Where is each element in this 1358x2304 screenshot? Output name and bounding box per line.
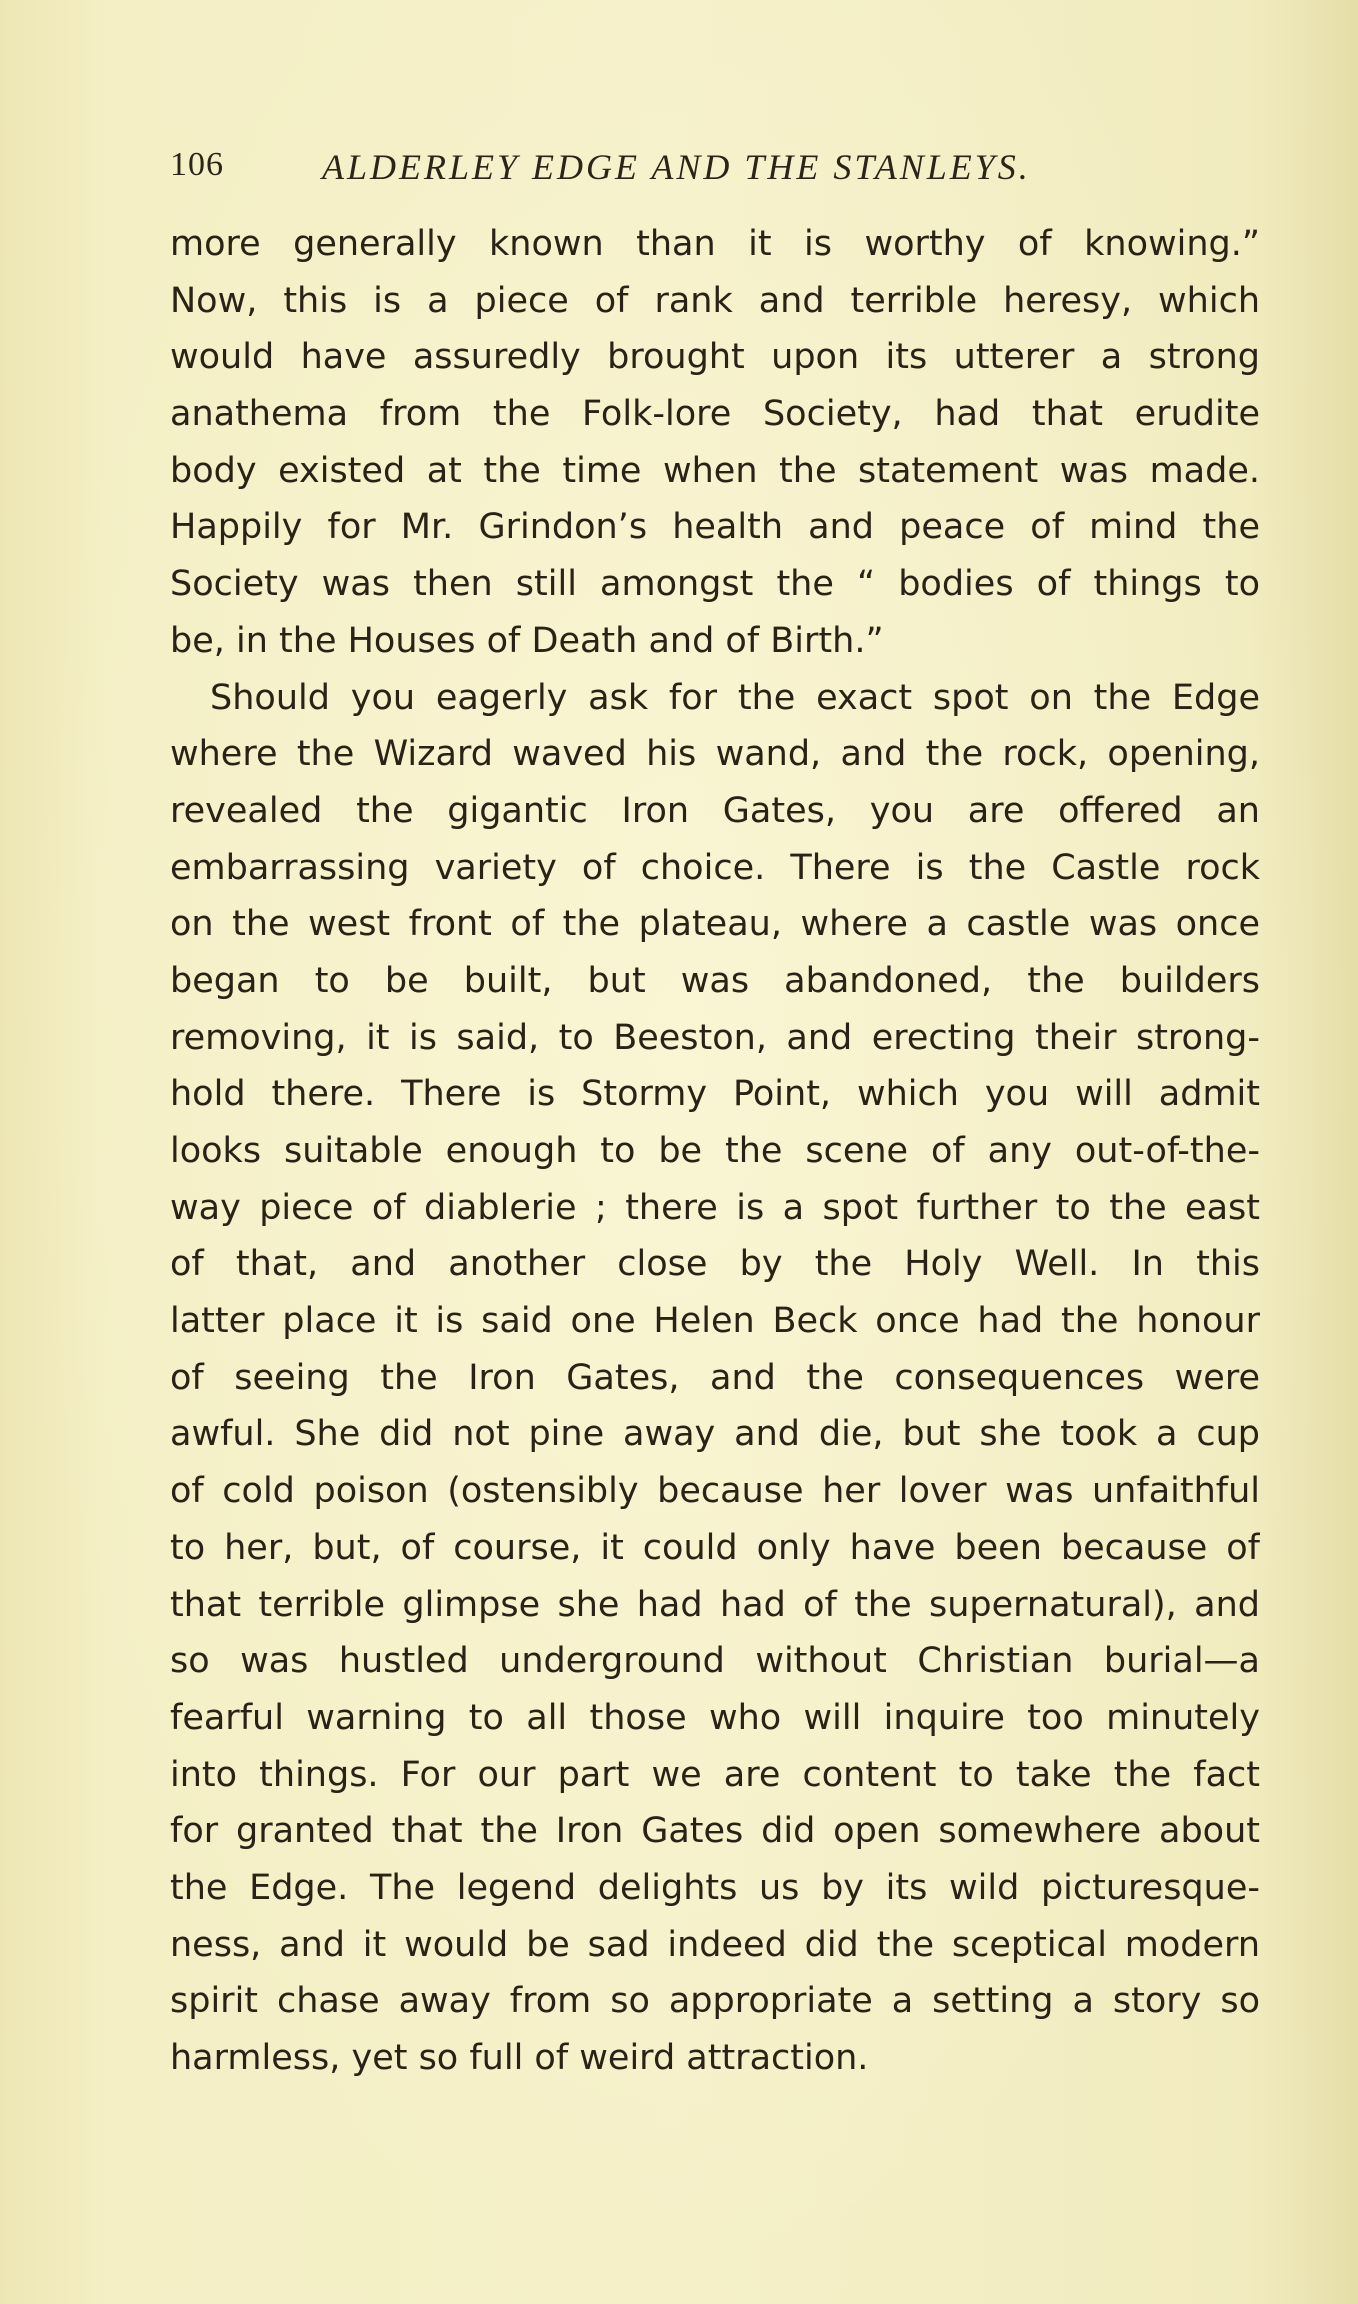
page-number: 106: [170, 146, 224, 183]
text-line: of seeing the Iron Gates, and the consequences were: [170, 1357, 1260, 1398]
text-line: so was hustled underground without Christian burial—a: [170, 1641, 1260, 1682]
text-line: anathema from the Folk-lore Society, had that erudite: [170, 394, 1260, 435]
text-line: for granted that the Iron Gates did open somewhere about: [170, 1811, 1260, 1852]
text-line: more generally known than it is worthy of knowing.”: [170, 224, 1260, 264]
text-line: fearful warning to all those who will inquire too minutely: [170, 1697, 1260, 1738]
text-line: Society was then still amongst the “ bodies of things to: [170, 564, 1260, 605]
body-text: [170, 216, 1260, 2087]
text-line: body existed at the time when the statement was made.: [170, 450, 1260, 491]
text-line: on the west front of the plateau, where a castle was once: [170, 904, 1260, 945]
running-title: ALDERLEY EDGE AND THE STANLEYS.: [322, 147, 1031, 187]
text-line: removing, it is said, to Beeston, and erecting their strong-: [170, 1017, 1260, 1058]
text-line: ness, and it would be sad indeed did the sceptical modern: [170, 1924, 1260, 1965]
text-line: hold there. There is Stormy Point, which you will admit: [170, 1074, 1260, 1115]
text-line: looks suitable enough to be the scene of any out-of-the-: [170, 1131, 1260, 1171]
text-line: the Edge. The legend delights us by its wild picturesque-: [170, 1867, 1260, 1908]
text-line: that terrible glimpse she had had of the supernatural), and: [170, 1584, 1260, 1625]
text-line: Now, this is a piece of rank and terrible heresy, which: [170, 280, 1260, 321]
text-line: Should you eagerly ask for the exact spot on the Edge: [210, 677, 1260, 718]
text-line: would have assuredly brought upon its utterer a strong: [170, 337, 1260, 378]
text-line: Happily for Mr. Grindon’s health and peace of mind the: [170, 507, 1260, 548]
text-line: spirit chase away from so appropriate a setting a story so: [170, 1981, 1260, 2022]
text-line: into things. For our part we are content to take the fact: [170, 1754, 1260, 1795]
text-line: where the Wizard waved his wand, and the rock, opening,: [170, 734, 1260, 775]
text-line: of that, and another close by the Holy Well. In this: [170, 1244, 1260, 1285]
text-line: to her, but, of course, it could only have been because of: [170, 1527, 1260, 1568]
text-line: embarrassing variety of choice. There is the Castle rock: [170, 847, 1260, 888]
text-line: awful. She did not pine away and die, but she took a cup: [170, 1414, 1260, 1455]
text-line: began to be built, but was abandoned, the builders: [170, 960, 1260, 1001]
text-line: of cold poison (ostensibly because her lover was unfaithful: [170, 1471, 1260, 1512]
text-line: way piece of diablerie ; there is a spot further to the east: [170, 1187, 1260, 1228]
text-line: latter place it is said one Helen Beck once had the honour: [170, 1301, 1260, 1342]
text-line: be, in the Houses of Death and of Birth.”: [170, 620, 884, 661]
page-header: [170, 146, 1190, 196]
text-line: harmless, yet so full of weird attraction.: [170, 2038, 869, 2078]
text-line: revealed the gigantic Iron Gates, you are offered an: [170, 790, 1260, 831]
